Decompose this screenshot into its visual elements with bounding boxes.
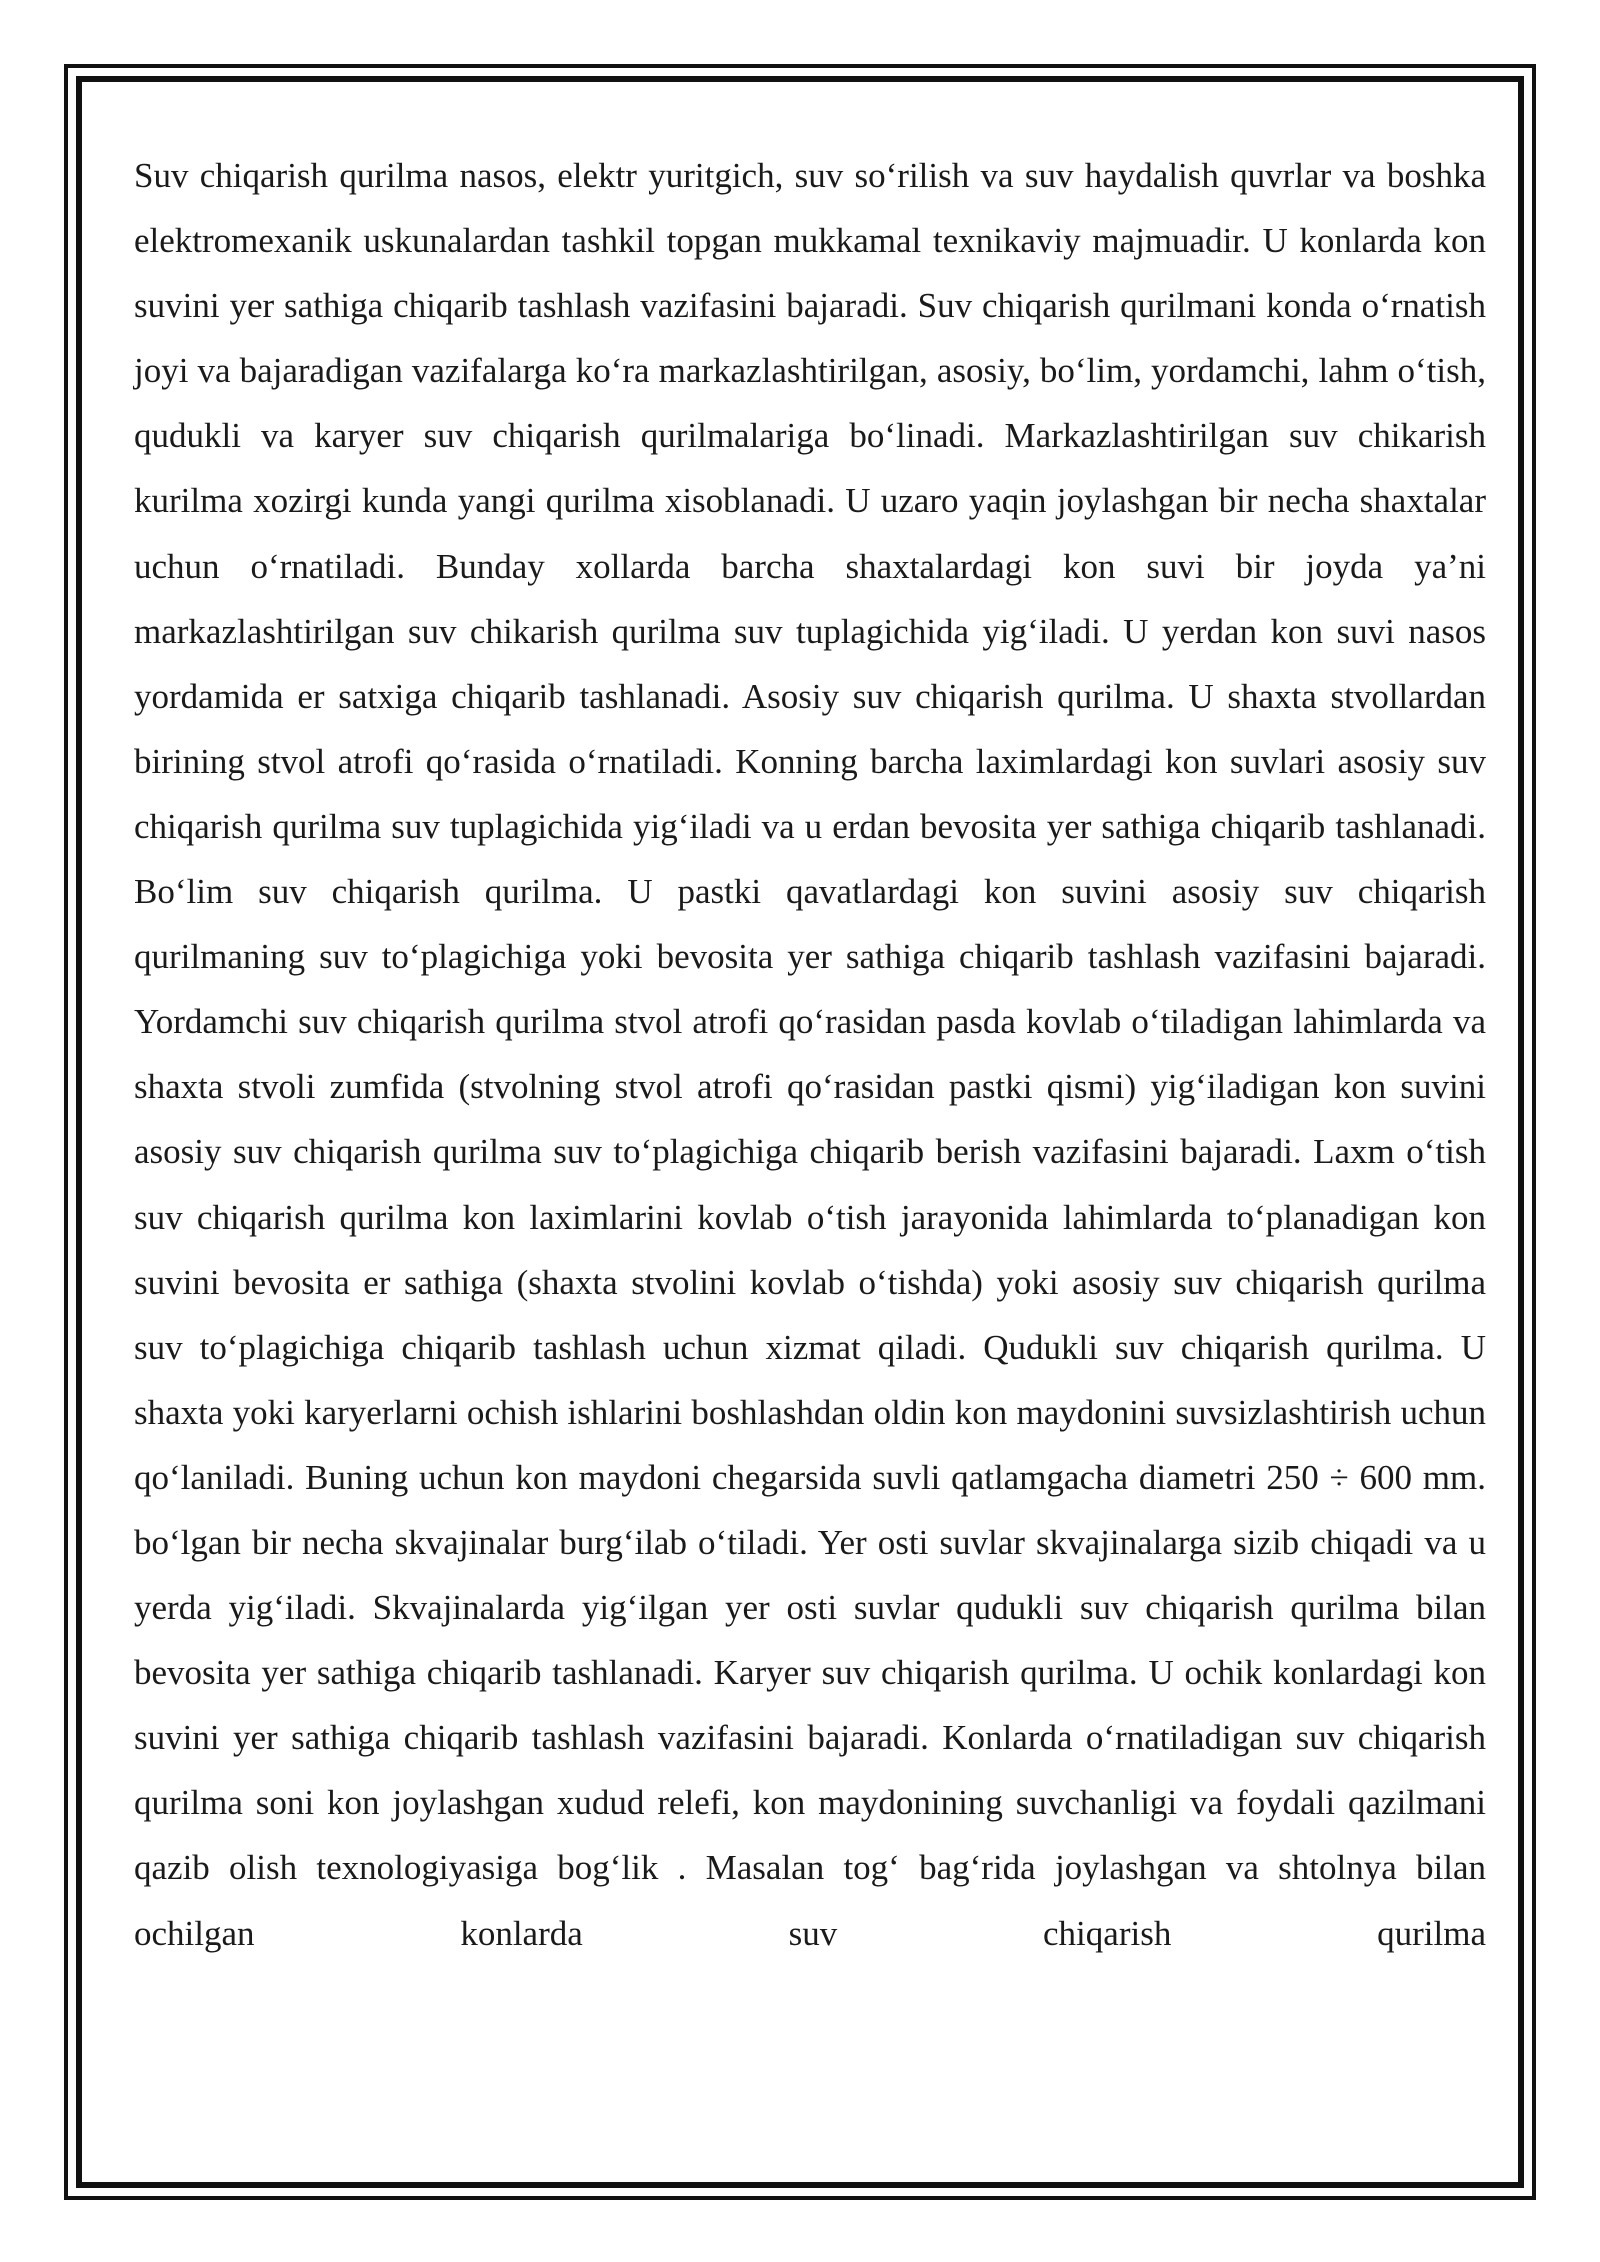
body-paragraph: Suv chiqarish qurilma nasos, elektr yuritgich, suv so‘rilish va suv haydalish quvrlar va boshka elektromexanik uskunalardan tashkil topgan mukkamal texnikaviy majmuadir. U konlarda kon suvini yer sathiga chiqarib tashlash vazifasini bajaradi. Suv chiqarish qurilmani konda o‘rnatish joyi va bajaradigan vazifalarga ko‘ra markazlashtirilgan, asosiy, bo‘lim, yordamchi, lahm o‘tish, qudukli va karyer suv chiqarish qurilmalariga bo‘linadi. Markazlashtirilgan suv chikarish kurilma xozirgi kunda yangi qurilma xisoblanadi. U uzaro yaqin joylashgan bir necha shaxtalar uchun o‘rnatiladi. Bunday xollarda barcha shaxtalardagi kon suvi bir joyda ya’ni markazlashtirilgan suv chikarish qurilma suv tuplagichida yig‘iladi. U yerdan kon suvi nasos yordamida er satxiga chiqarib tashlanadi. Asosiy suv chiqarish qurilma. U shaxta stvollardan birining stvol atrofi qo‘rasida o‘rnatiladi. Konning barcha laximlardagi kon suvlari asosiy suv chiqarish qurilma suv tuplagichida yig‘iladi va u erdan bevosita yer sathiga chiqarib tashlanadi. Bo‘lim suv chiqarish qurilma. U pastki qavatlardagi kon suvini asosiy suv chiqarish qurilmaning suv to‘plagichiga yoki bevosita yer sathiga chiqarib tashlash vazifasini bajaradi. Yordamchi suv chiqarish qurilma stvol atrofi qo‘rasidan pasda kovlab o‘tiladigan lahimlarda va shaxta stvoli zumfida (stvolning stvol atrofi qo‘rasidan pastki qismi) yig‘iladigan kon suvini asosiy suv chiqarish qurilma suv to‘plagichiga chiqarib berish vazifasini bajaradi. Laxm o‘tish suv chiqarish qurilma kon laximlarini kovlab o‘tish jarayonida lahimlarda to‘planadigan kon suvini bevosita er sathiga (shaxta stvolini kovlab o‘tishda) yoki asosiy suv chiqarish qurilma suv to‘plagichiga chiqarib tashlash uchun xizmat qiladi. Qudukli suv chiqarish qurilma. U shaxta yoki karyerlarni ochish ishlarini boshlashdan oldin kon maydonini suvsizlashtirish uchun qo‘laniladi. Buning uchun kon maydoni chegarsida suvli qatlamgacha diametri 250 ÷ 600 mm. bo‘lgan bir necha skvajinalar burg‘ilab o‘tiladi. Yer osti suvlar skvajinalarga sizib chiqadi va u yerda yig‘iladi. Skvajinalarda yig‘ilgan yer osti suvlar qudukli suv chiqarish qurilma bilan bevosita yer sathiga chiqarib tashlanadi. Karyer suv chiqarish qurilma. U ochik konlardagi kon suvini yer sathiga chiqarib tashlash vazifasini bajaradi. Konlarda o‘rnatiladigan suv chiqarish qurilma soni kon joylashgan xudud relefi, kon maydonining suvchanligi va foydali qazilmani qazib olish texnologiyasiga bog‘lik . Masalan tog‘ bag‘rida joylashgan va shtolnya bilan ochilgan konlarda suv chiqarish qurilma [134,156,1486,1953]
